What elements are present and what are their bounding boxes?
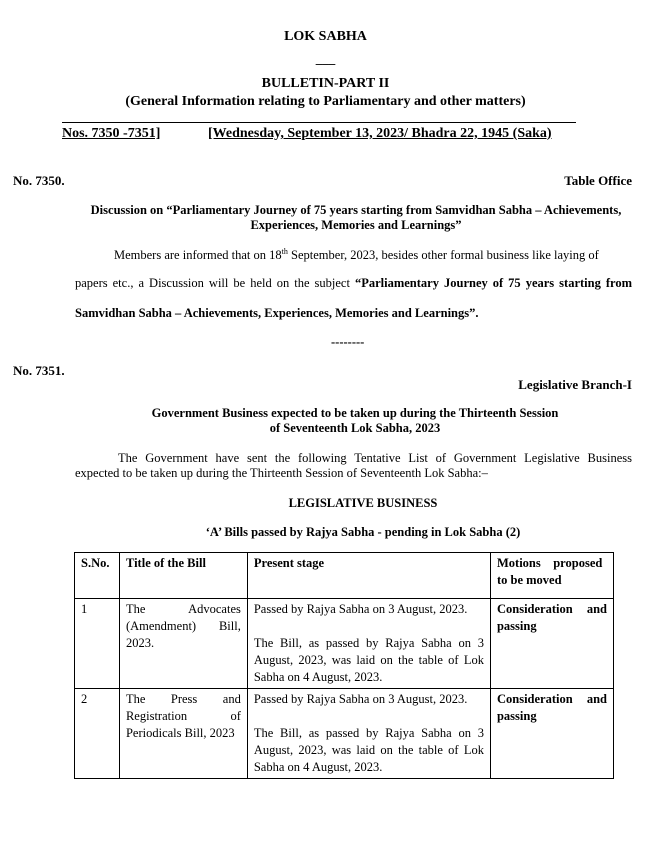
header-dash: ___ [315, 51, 336, 66]
title-line: Periodicals Bill, 2023 [125, 726, 235, 740]
stage-line: Passed by Rajya Sabha on 3 August, 2023. [253, 692, 468, 706]
title-word: of [230, 709, 241, 723]
ordinal-suffix: th [281, 247, 288, 256]
title-word: The [125, 602, 146, 616]
bulletin-subtitle: (General Information relating to Parliamentary and other matters) [125, 94, 526, 109]
header-motions-line: Motions proposed [496, 556, 603, 570]
title-word: Bill, [218, 619, 241, 633]
cell-stage [247, 599, 490, 689]
item-heading [60, 406, 650, 436]
item-heading-line: Experiences, Memories and Learnings” [250, 218, 462, 232]
office-name: Table Office [564, 173, 632, 188]
motion-line: passing [496, 619, 537, 633]
header-rule [62, 122, 576, 123]
section-title: LEGISLATIVE BUSINESS [288, 496, 438, 510]
item-paragraph-line [114, 247, 632, 263]
stage-line: Sabha on 4 August, 2023. [253, 670, 383, 684]
item-heading-line: Discussion on “Parliamentary Journey of 75 years starting from Samvidhan Sabha – Achievements, [90, 203, 622, 217]
separator: -------- [331, 335, 365, 349]
cell-sno: 2 [75, 689, 120, 779]
table-row [75, 689, 614, 779]
item-number: No. 7351. [13, 363, 65, 378]
bulletin-numbers: Nos. 7350 -7351] [62, 126, 161, 141]
discussion-subject: Samvidhan Sabha – Achievements, Experiences, Memories and Learnings”. [75, 306, 479, 320]
title-word: Press [170, 692, 198, 706]
table-caption: ‘A’ Bills passed by Rajya Sabha - pending in Lok Sabha (2) [205, 525, 521, 539]
discussion-subject: “Parliamentary Journey of 75 years starting from [354, 276, 632, 290]
motion-word: Consideration [496, 602, 573, 616]
header-motions-line: to be moved [496, 573, 562, 587]
header-title: Title of the Bill [119, 553, 247, 599]
motion-line [497, 691, 607, 708]
title-line [126, 601, 241, 618]
stage-line: The Bill, as passed by Rajya Sabha on 3 [253, 726, 484, 740]
para-text: papers etc., a Discussion will be held on the subject [75, 276, 355, 290]
title-word: The [125, 692, 146, 706]
title-word: Advocates [188, 602, 241, 616]
cell-title [119, 689, 247, 779]
cell-title [119, 599, 247, 689]
motion-line: passing [496, 709, 537, 723]
table-row [75, 599, 614, 689]
office-name: Legislative Branch-I [518, 377, 632, 392]
motion-word: and [586, 692, 607, 706]
header-sno: S.No. [75, 553, 120, 599]
title-line [126, 708, 241, 725]
cell-motion [490, 689, 613, 779]
bulletin-title: BULLETIN-PART II [261, 76, 390, 91]
item-heading [40, 203, 651, 233]
bulletin-date: [Wednesday, September 13, 2023/ Bhadra 22, 1945 (Saka) [208, 126, 552, 141]
stage-line: Passed by Rajya Sabha on 3 August, 2023. [253, 602, 468, 616]
item-paragraph-line [75, 276, 632, 291]
cell-stage [247, 689, 490, 779]
title-line: 2023. [125, 636, 155, 650]
motion-word: Consideration [496, 692, 573, 706]
house-title: LOK SABHA [284, 29, 367, 44]
title-word: Registration [125, 709, 188, 723]
motion-line [497, 601, 607, 618]
para-text: September, 2023, besides other formal business like laying of [287, 248, 599, 263]
stage-line: The Bill, as passed by Rajya Sabha on 3 [253, 636, 484, 650]
item-paragraph-line: expected to be taken up during the Thirteenth Session of Seventeenth Lok Sabha:– [75, 466, 488, 480]
cell-motion [490, 599, 613, 689]
title-line [126, 691, 241, 708]
item-heading-line: of Seventeenth Lok Sabha, 2023 [269, 421, 441, 435]
cell-sno: 1 [75, 599, 120, 689]
header-motions [490, 553, 613, 599]
header-stage: Present stage [247, 553, 490, 599]
item-paragraph-line: The Government have sent the following Tentative List of Government Legislative Business [118, 451, 632, 465]
title-word: (Amendment) [125, 619, 197, 633]
item-heading-line: Government Business expected to be taken up during the Thirteenth Session [151, 406, 559, 420]
item-number: No. 7350. [13, 173, 65, 188]
para-text: Members are informed that on 18 [114, 248, 282, 263]
bills-table [74, 552, 614, 779]
stage-line: Sabha on 4 August, 2023. [253, 760, 383, 774]
title-word: and [222, 692, 241, 706]
table-header-row [75, 553, 614, 599]
title-line [126, 618, 241, 635]
motion-word: and [586, 602, 607, 616]
stage-line: August, 2023, was laid on the table of Lok [253, 653, 484, 667]
stage-line: August, 2023, was laid on the table of Lok [253, 743, 484, 757]
